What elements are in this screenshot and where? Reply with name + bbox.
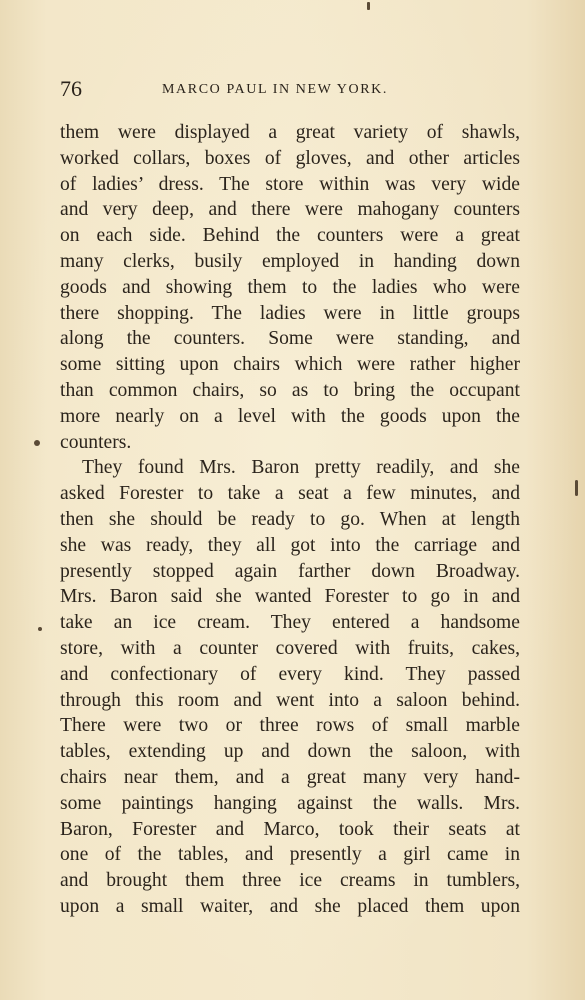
text-line: worked collars, boxes of gloves, and other articles xyxy=(60,147,520,169)
text-line: of ladies’ dress. The store within was very wide xyxy=(60,173,520,195)
text-line: chairs near them, and a great many very hand- xyxy=(60,766,520,788)
body-text xyxy=(60,120,520,920)
text-line: and brought them three ice creams in tumblers, xyxy=(60,870,520,892)
text-line: there shopping. The ladies were in little groups xyxy=(60,302,520,324)
page-number: 76 xyxy=(60,76,82,101)
text-line: tables, extending up and down the saloon, with xyxy=(60,741,520,763)
page-header xyxy=(60,76,520,106)
text-line: and confectionary of every kind. They passed xyxy=(60,663,520,685)
text-line: some paintings hanging against the walls. Mrs. xyxy=(60,792,520,814)
text-line: asked Forester to take a seat a few minutes, and xyxy=(60,483,520,505)
text-line: she was ready, they all got into the carriage and xyxy=(60,534,520,556)
text-line: upon a small waiter, and she placed them upon xyxy=(60,895,520,917)
running-head: MARCO PAUL IN NEW YORK. xyxy=(162,82,388,97)
text-line: There were two or three rows of small marble xyxy=(60,715,520,737)
text-line: many clerks, busily employed in handing down xyxy=(60,250,520,272)
text-line: along the counters. Some were standing, and xyxy=(60,328,520,350)
paper-speck xyxy=(38,627,42,631)
text-line: counters. xyxy=(60,431,132,453)
text-line: presently stopped again farther down Broadway. xyxy=(60,560,520,582)
paper-speck xyxy=(367,2,370,10)
text-line: than common chairs, so as to bring the occupant xyxy=(60,379,520,401)
text-line: store, with a counter covered with fruits, cakes, xyxy=(60,637,520,659)
text-line: goods and showing them to the ladies who were xyxy=(60,276,520,298)
text-line: They found Mrs. Baron pretty readily, and she xyxy=(82,457,520,479)
text-line: and very deep, and there were mahogany counters xyxy=(60,199,520,221)
text-line: through this room and went into a saloon behind. xyxy=(60,689,520,711)
text-line: more nearly on a level with the goods upon the xyxy=(60,405,520,427)
paper-speck xyxy=(575,480,578,496)
text-line: them were displayed a great variety of shawls, xyxy=(60,122,520,143)
text-line: take an ice cream. They entered a handsome xyxy=(60,612,520,634)
text-line: Baron, Forester and Marco, took their seats at xyxy=(60,818,520,840)
text-line: Mrs. Baron said she wanted Forester to go in and xyxy=(60,586,520,608)
text-line: then she should be ready to go. When at length xyxy=(60,508,520,530)
paper-speck xyxy=(34,440,40,446)
text-line: one of the tables, and presently a girl came in xyxy=(60,844,520,866)
text-line: on each side. Behind the counters were a great xyxy=(60,225,520,247)
text-line: some sitting upon chairs which were rather higher xyxy=(60,354,520,376)
